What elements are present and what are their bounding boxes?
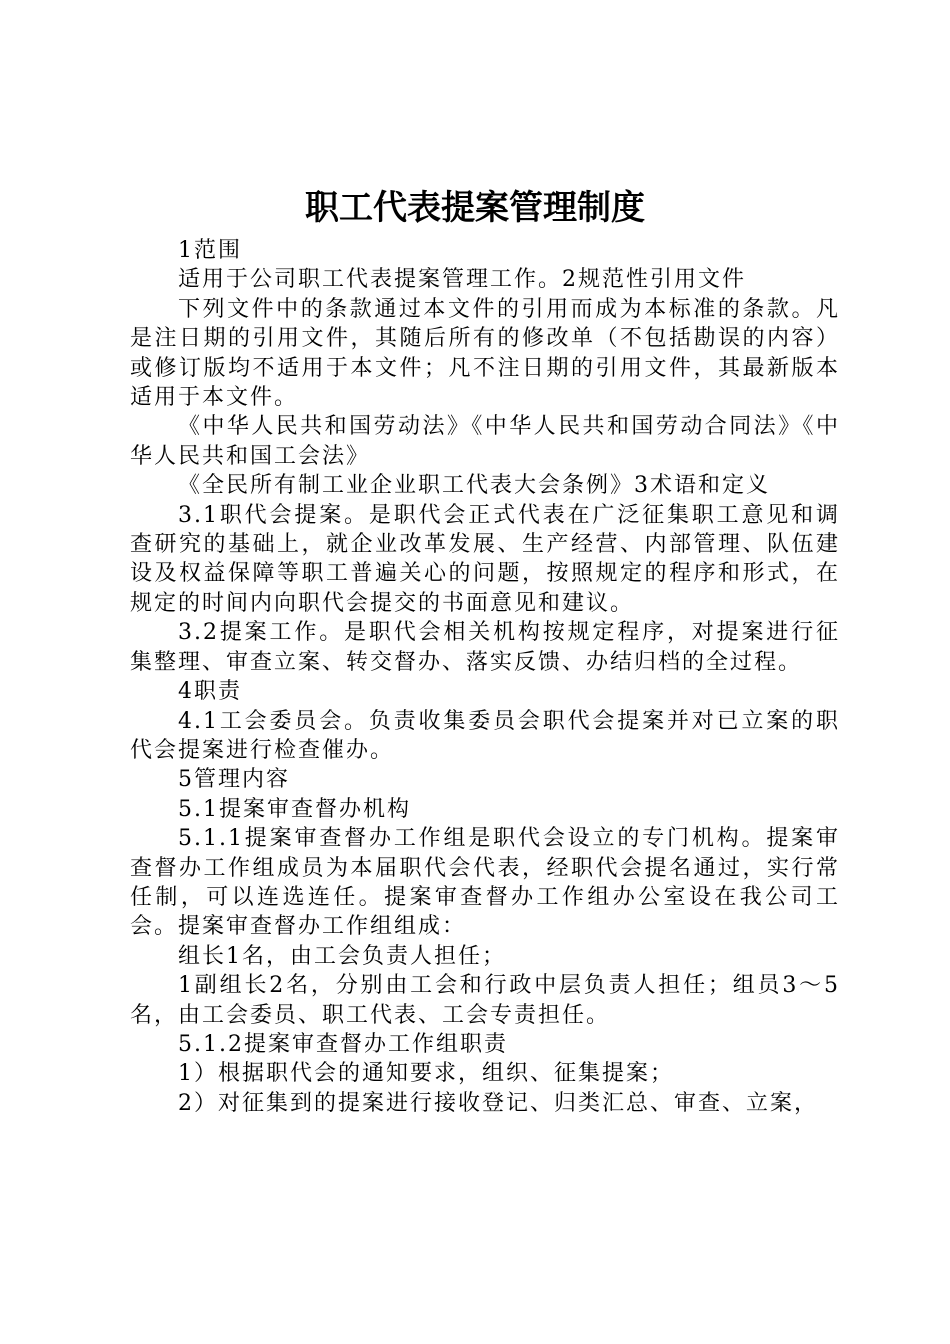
paragraph-definition-3-2: 3.2提案工作。是职代会相关机构按规定程序，对提案进行征集整理、审查立案、转交督办、落实反馈、办结归档的全过程。: [130, 620, 840, 675]
paragraph-scope-heading: 1范围: [178, 238, 242, 263]
paragraph-group-leader: 组长1名，由工会负责人担任；: [178, 943, 506, 969]
paragraph-duties-4-1: 4.1工会委员会。负责收集委员会职代会提案并对已立案的职代会提案进行检查催办。: [130, 708, 840, 763]
paragraph-item-1: 1）根据职代会的通知要求，组织、征集提案；: [178, 1061, 674, 1087]
paragraph-scope-text: 适用于公司职工代表提案管理工作。2规范性引用文件: [178, 267, 746, 293]
document-body: [130, 236, 840, 1118]
paragraph-references: 下列文件中的条款通过本文件的引用而成为本标准的条款。凡是注日期的引用文件，其随后所有的修改单（不包括勘误的内容）或修订版均不适用于本文件；凡不注日期的引用文件，其最新版本适用于本文件。: [130, 296, 840, 411]
paragraph-laws: 《中华人民共和国劳动法》《中华人民共和国劳动合同法》《中华人民共和国工会法》: [130, 414, 840, 469]
paragraph-section-5-1-2: 5.1.2提案审查督办工作组职责: [178, 1031, 508, 1057]
paragraph-item-2: 2）对征集到的提案进行接收登记、归类汇总、审查、立案，: [178, 1090, 818, 1116]
document-title: 职工代表提案管理制度: [305, 188, 645, 228]
paragraph-deputy-leaders: 1副组长2名，分别由工会和行政中层负责人担任；组员3～5名，由工会委员、职工代表、工会专责担任。: [130, 973, 840, 1028]
paragraph-duties-heading: 4职责: [178, 679, 242, 705]
paragraph-regulation: 《全民所有制工业企业职工代表大会条例》3术语和定义: [178, 473, 770, 499]
paragraph-section-5-1: 5.1提案审查督办机构: [178, 796, 411, 822]
paragraph-section-5-1-1: 5.1.1提案审查督办工作组是职代会设立的专门机构。提案审查督办工作组成员为本届职代会代表，经职代会提名通过，实行常任制，可以连选连任。提案审查督办工作组办公室设在我公司工会。提案审查督办工作组组成：: [130, 826, 840, 940]
paragraph-management-heading: 5管理内容: [178, 767, 290, 793]
paragraph-definition-3-1: 3.1职代会提案。是职代会正式代表在广泛征集职工意见和调查研究的基础上，就企业改革发展、生产经营、内部管理、队伍建设及权益保障等职工普遍关心的问题，按照规定的程序和形式，在规定的时间内向职代会提交的书面意见和建议。: [130, 502, 840, 616]
